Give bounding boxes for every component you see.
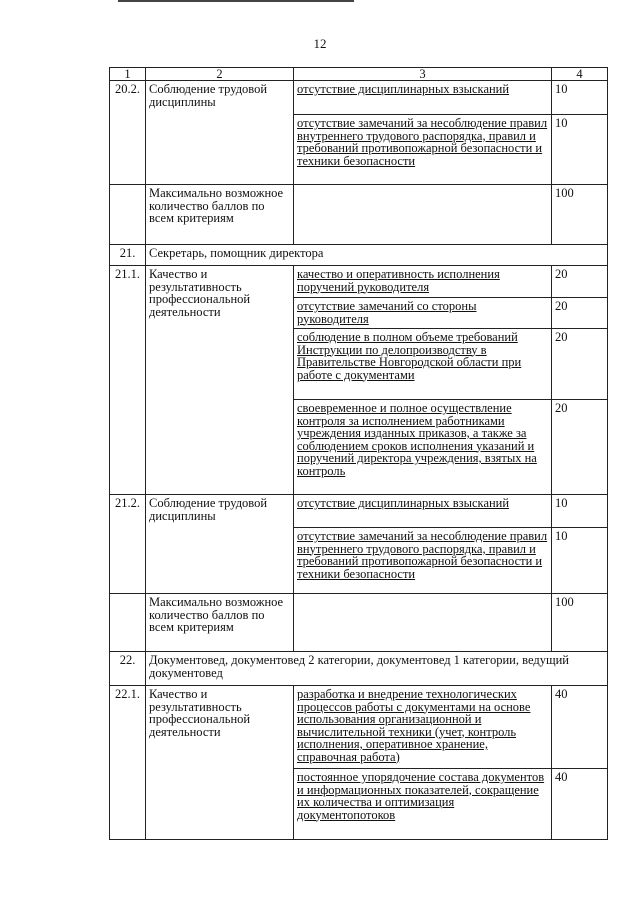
indicator-text (294, 769, 552, 840)
criterion-name: Соблюдение трудовой дисциплины (146, 495, 294, 594)
indicator-label: отсутствие замечаний за несоблюдение правил внутреннего трудового распорядка, правил и требований противопожарной безопасности и техники безопасности (297, 116, 548, 168)
indicator-label: постоянное упорядочение состава документов и информационных показателей, сокращение их количества и оптимизация документопотоков (297, 770, 545, 822)
item-number: 20.2. (110, 81, 146, 185)
indicator-label: отсутствие замечаний со стороны руководителя (297, 299, 477, 326)
header-col-1: 1 (110, 68, 146, 81)
top-rule (118, 0, 354, 2)
table-row (110, 185, 608, 245)
indicator-text (294, 528, 552, 594)
table-row (110, 266, 608, 298)
indicator-points: 20 (552, 329, 608, 400)
indicator-points: 10 (552, 81, 608, 115)
indicator-text (294, 81, 552, 115)
max-score-label: Максимально возможное количество баллов по всем критериям (146, 594, 294, 652)
indicator-text (294, 400, 552, 495)
item-number-empty (110, 185, 146, 245)
indicator-points: 20 (552, 298, 608, 329)
section-number: 22. (110, 652, 146, 686)
indicator-label: своевременное и полное осуществление контроля за исполнением работниками учреждения изданных приказов, а также за соблюдением сроков исполнения указаний и поручений директора учреждения, взятых на контроль (297, 401, 537, 478)
indicator-points: 10 (552, 115, 608, 185)
max-score-label: Максимально возможное количество баллов по всем критериям (146, 185, 294, 245)
table-row (110, 495, 608, 528)
indicator-points: 10 (552, 495, 608, 528)
indicator-text (294, 266, 552, 298)
table-row (110, 686, 608, 769)
indicator-label: качество и оперативность исполнения поручений руководителя (297, 267, 500, 294)
criteria-table (109, 67, 608, 840)
criterion-name: Качество и результативность профессиональной деятельности (146, 686, 294, 840)
section-title: Секретарь, помощник директора (146, 245, 608, 266)
indicator-points: 20 (552, 266, 608, 298)
item-number-empty (110, 594, 146, 652)
empty-cell (294, 185, 552, 245)
item-number: 22.1. (110, 686, 146, 840)
section-number: 21. (110, 245, 146, 266)
table-row (110, 81, 608, 115)
indicator-label: отсутствие дисциплинарных взысканий (297, 82, 510, 96)
indicator-text (294, 495, 552, 528)
indicator-points: 40 (552, 769, 608, 840)
criterion-name: Соблюдение трудовой дисциплины (146, 81, 294, 185)
section-header-row (110, 245, 608, 266)
header-col-2: 2 (146, 68, 294, 81)
indicator-text (294, 329, 552, 400)
max-score-points: 100 (552, 594, 608, 652)
header-col-3: 3 (294, 68, 552, 81)
indicator-label: разработка и внедрение технологических процессов работы с документами на основе использования организационной и вычислительной техники (учет, контроль исполнения, оперативное хранение, справочная работа) (297, 687, 531, 764)
indicator-text (294, 115, 552, 185)
criterion-name: Качество и результативность профессиональной деятельности (146, 266, 294, 495)
table-header-row (110, 68, 608, 81)
indicator-label: соблюдение в полном объеме требований Инструкции по делопроизводству в Правительстве Новгородской области при работе с документами (297, 330, 522, 382)
max-score-points: 100 (552, 185, 608, 245)
table-row (110, 594, 608, 652)
section-header-row (110, 652, 608, 686)
indicator-points: 20 (552, 400, 608, 495)
item-number: 21.1. (110, 266, 146, 495)
item-number: 21.2. (110, 495, 146, 594)
header-col-4: 4 (552, 68, 608, 81)
empty-cell (294, 594, 552, 652)
section-title: Документовед, документовед 2 категории, документовед 1 категории, ведущий документовед (146, 652, 608, 686)
indicator-label: отсутствие дисциплинарных взысканий (297, 496, 510, 510)
page-number: 12 (313, 36, 327, 51)
indicator-points: 10 (552, 528, 608, 594)
indicator-label: отсутствие замечаний за несоблюдение правил внутреннего трудового распорядка, правил и требований противопожарной безопасности и техники безопасности (297, 529, 548, 581)
indicator-text (294, 298, 552, 329)
indicator-text (294, 686, 552, 769)
indicator-points: 40 (552, 686, 608, 769)
